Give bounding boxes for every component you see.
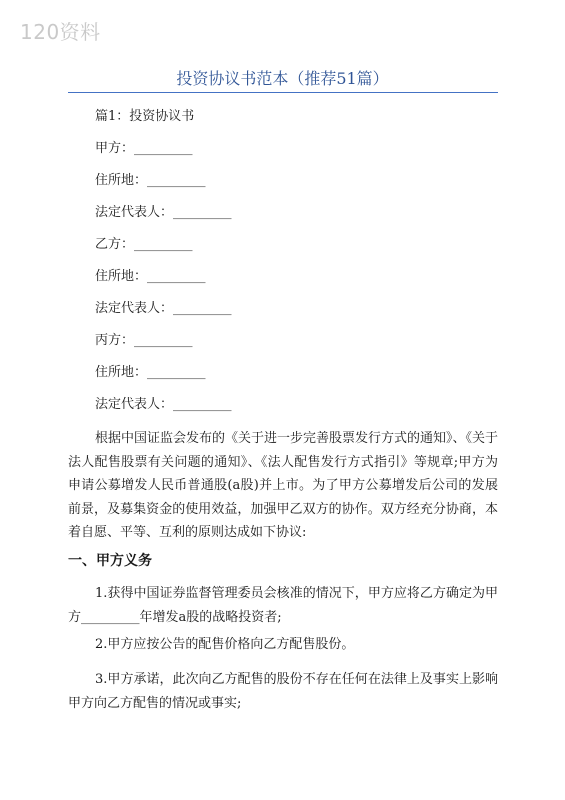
party-line: 法定代表人：_________ (95, 397, 232, 412)
clause-paragraph: 2.甲方应按公告的配售价格向乙方配售股份。 (95, 637, 355, 652)
party-line: 住所地：_________ (95, 365, 206, 380)
party-line: 丙方：_________ (95, 333, 193, 348)
intro-paragraph: 根据中国证监会发布的《关于进一步完善股票发行方式的通知》、《关于法人配售股票有关问题的通知》、《法人配售发行方式指引》等规章;甲方为申请公募增发人民币普通股(a股)并上市。为了甲方公募增发后公司的发展前景，及募集资金的使用效益，加强甲乙双方的协作。双方经充分协商，本着自愿、平等、互利的原则达成如下协议: (68, 431, 499, 540)
party-line: 乙方：_________ (95, 237, 193, 252)
party-line: 住所地：_________ (95, 173, 206, 188)
party-line: 住所地：_________ (95, 269, 206, 284)
party-line: 法定代表人：_________ (95, 205, 232, 220)
party-line: 法定代表人：_________ (95, 301, 232, 316)
clause-paragraph: 1.获得中国证券监督管理委员会核准的情况下，甲方应将乙方确定为甲方_________年增发a股的战略投资者; (68, 586, 498, 625)
clause-paragraph: 3.甲方承诺，此次向乙方配售的股份不存在任何在法律上及事实上影响甲方向乙方配售的情况或事实; (68, 672, 498, 711)
document-title: 投资协议书范本（推荐51篇） (176, 69, 389, 88)
section-subtitle: 篇1：投资协议书 (95, 109, 195, 124)
watermark-logo: 120资料 (20, 20, 101, 44)
section-heading: 一、甲方义务 (68, 553, 152, 569)
party-line: 甲方：_________ (95, 141, 193, 156)
title-underline (68, 92, 498, 93)
